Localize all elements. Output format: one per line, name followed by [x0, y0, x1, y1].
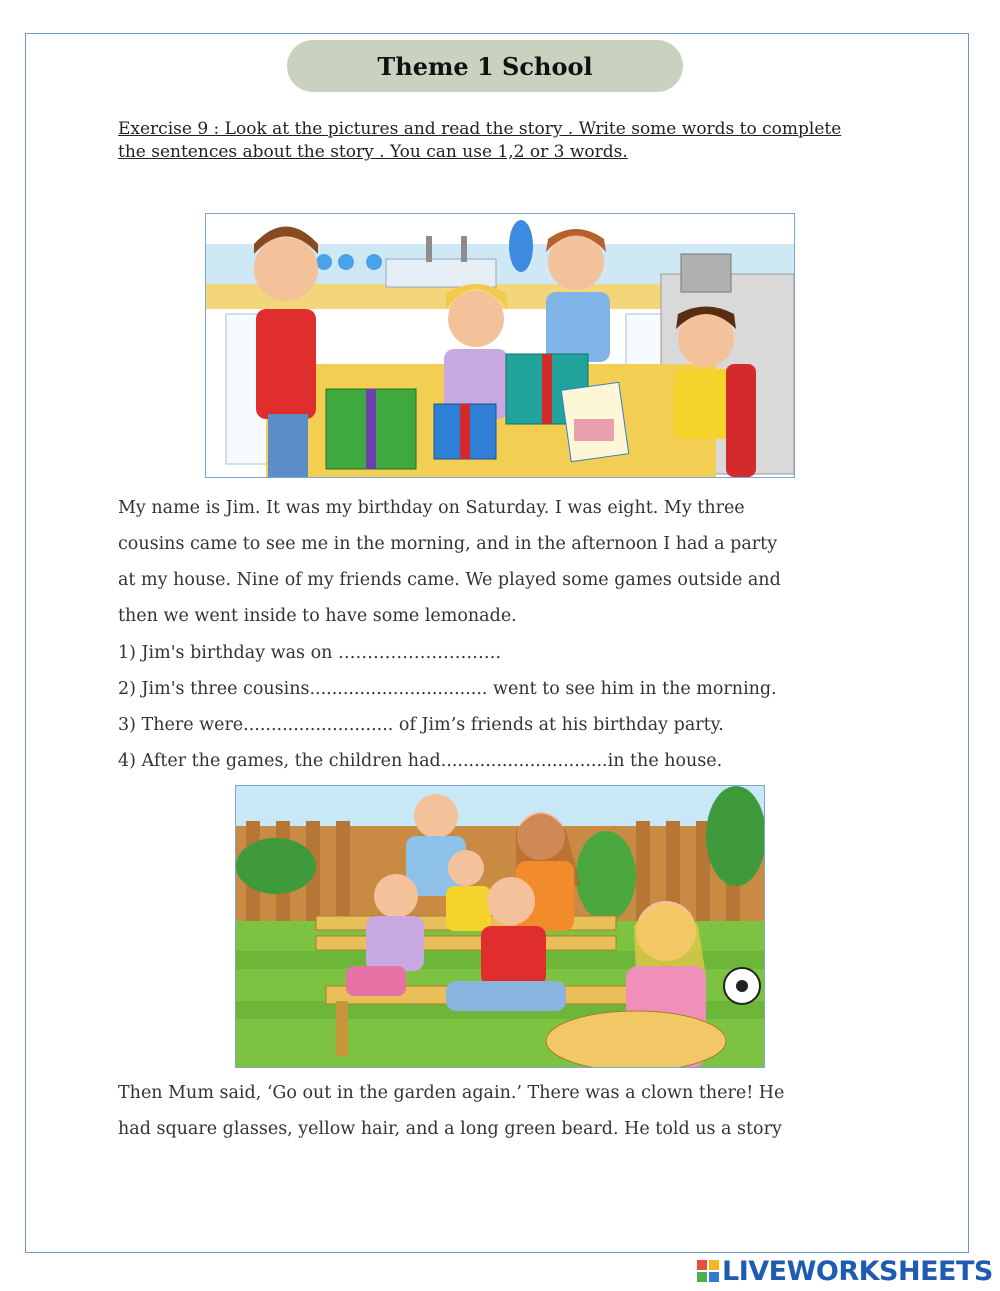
story-line: Then Mum said, ‘Go out in the garden again.’ There was a clown there! He [118, 1083, 785, 1103]
question-item: 1) Jim's birthday was on ………………………. [118, 643, 502, 663]
liveworksheets-logo [697, 1256, 993, 1286]
logo-blocks-icon [697, 1260, 719, 1282]
story-line: cousins came to see me in the morning, and in the afternoon I had a party [118, 534, 778, 554]
story-line: My name is Jim. It was my birthday on Saturday. I was eight. My three [118, 498, 745, 518]
questions-list [118, 635, 858, 779]
question-item: 3) There were........................... of Jim’s friends at his birthday party. [118, 715, 724, 735]
question-item: 4) After the games, the children had..............................in the house. [118, 751, 723, 771]
page-title: Theme 1 School [287, 40, 683, 92]
brand-name: LIVEWORKSHEETS [722, 1255, 993, 1287]
story-line: had square glasses, yellow hair, and a long green beard. He told us a story [118, 1119, 782, 1139]
story-continuation [118, 1075, 858, 1147]
question-item: 2) Jim's three cousins................................ went to see him in the morning. [118, 679, 777, 699]
story-line: at my house. Nine of my friends came. We played some games outside and [118, 570, 781, 590]
exercise-instructions: Exercise 9 : Look at the pictures and read the story . Write some words to complete the sentences about the story . You can use 1,2 or 3 words. [118, 119, 842, 162]
story-line: then we went inside to have some lemonade. [118, 606, 517, 626]
garden-party-illustration [235, 785, 765, 1068]
story-paragraph [118, 490, 858, 634]
kitchen-birthday-illustration [205, 213, 795, 478]
